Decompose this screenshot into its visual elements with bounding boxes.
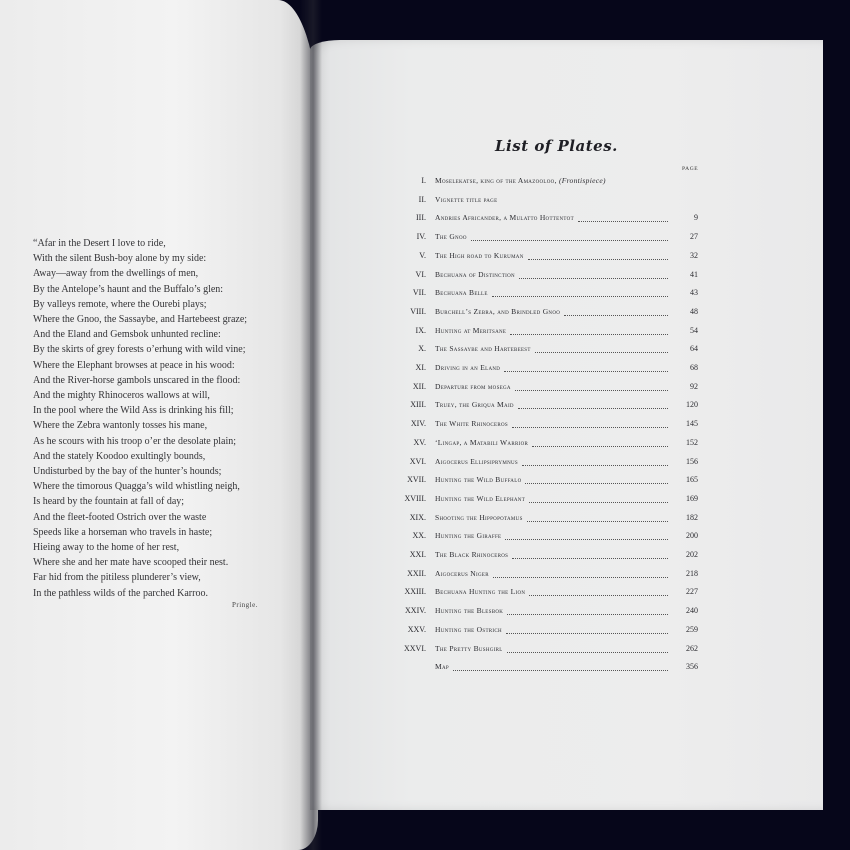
plate-title-text: Map [435, 662, 449, 672]
poem-line: Is heard by the fountain at fall of day; [33, 496, 185, 508]
plate-number: XIV. [410, 419, 426, 429]
plate-page-number: 27 [690, 232, 698, 242]
left-page [0, 0, 318, 850]
plate-title-text: Hunting the Wild Buffalo [435, 475, 522, 485]
plate-row [370, 587, 698, 601]
plate-title [435, 288, 488, 297]
plate-title-text: Hunting the Giraffe [435, 531, 502, 541]
dot-leader [506, 627, 668, 634]
plate-page-number: 64 [690, 344, 698, 354]
plate-title-text: Departure from mosega [435, 381, 511, 391]
plate-title-text: Moselekatse, king of the Amazooloo, [435, 176, 557, 185]
plate-title-text: The Pretty Bushgirl [435, 643, 503, 653]
poem-line: As he scours with his troop o’er the desolate plain; [33, 435, 237, 447]
poem-line: Far hid from the pitiless plunderer’s view, [33, 572, 201, 584]
plate-row [370, 569, 698, 583]
poem-line: Where the Zebra wantonly tosses his mane, [33, 420, 208, 432]
plate-title-text: Hunting at Meritsane [435, 325, 507, 335]
plate-page-number: 182 [686, 512, 698, 522]
plate-page-number: 169 [686, 493, 698, 503]
poem-line: Where she and her mate have scooped their nest. [33, 557, 229, 569]
plate-title [435, 251, 524, 260]
dot-leader [522, 459, 668, 466]
poem-line: By valleys remote, where the Ourebi plays; [33, 298, 207, 310]
dot-leader [529, 589, 668, 596]
plate-number: XVI. [409, 456, 426, 466]
plate-title-text: ‘Lingap, a Matabili Warrior [435, 437, 529, 447]
poem-line: With the silent Bush-boy alone by my side: [33, 253, 207, 265]
plate-number: XXV. [407, 624, 426, 634]
plate-row [370, 232, 698, 246]
poem-line: By the Antelope’s haunt and the Buffalo’s glen: [33, 283, 224, 295]
poem-line: Hieing away to the home of her rest, [33, 542, 180, 554]
poem-line: By the skirts of grey forests o’erhung with wild vine; [33, 344, 246, 356]
plate-page-number: 200 [686, 531, 698, 541]
plate-title-text: Bechuana Hunting the Lion [435, 587, 526, 597]
dot-leader [529, 496, 668, 503]
dot-leader [507, 608, 668, 615]
plate-title [435, 176, 606, 185]
plate-note: (Frontispiece) [558, 176, 606, 185]
plate-title [435, 550, 508, 559]
plate-number: III. [416, 213, 426, 223]
plate-row [370, 662, 698, 676]
plate-page-number: 218 [686, 568, 698, 578]
plate-page-number: 202 [686, 550, 698, 559]
plate-row [370, 363, 698, 377]
dot-leader [504, 365, 668, 372]
plate-title [435, 213, 574, 222]
plate-row [370, 438, 698, 452]
plate-title-text: The Gnoo [435, 232, 467, 242]
plate-row [370, 213, 698, 227]
poem-line: In the pathless wilds of the parched Karroo. [33, 587, 208, 599]
plate-number: XX. [412, 531, 426, 541]
plate-page-number: 120 [686, 400, 698, 410]
plate-row [370, 625, 698, 639]
dot-leader [510, 328, 668, 335]
plate-row [370, 344, 698, 358]
poem-epigraph [33, 236, 313, 601]
plate-number: XXI. [409, 550, 426, 559]
plate-number: VII. [412, 288, 426, 298]
plate-title [435, 344, 531, 353]
plate-title [435, 195, 497, 204]
plate-title [435, 232, 467, 241]
poem-line: Where the timorous Quagga’s wild whistling neigh, [33, 481, 240, 493]
plate-number: VIII. [410, 306, 426, 316]
plate-row [370, 288, 698, 302]
plate-row [370, 550, 698, 564]
plate-page-number: 41 [690, 269, 698, 279]
plate-row [370, 494, 698, 508]
plate-title-text: The Black Rhinoceros [435, 550, 509, 559]
plate-number: VI. [415, 269, 426, 279]
plate-number: XXIII. [404, 587, 426, 597]
plate-page-number: 165 [686, 475, 698, 485]
plate-title-text: Hunting the Ostrich [435, 624, 502, 634]
book-gutter [300, 0, 322, 850]
plate-page-number: 356 [686, 662, 698, 672]
plate-page-number: 32 [690, 250, 698, 260]
poem-line: Away—away from the dwellings of men, [33, 268, 199, 280]
plate-title-text: Driving in an Eland [435, 363, 501, 372]
plate-title [435, 475, 521, 484]
plate-title-text: Vignette title page [435, 194, 498, 204]
page-title: List of Plates. [495, 137, 618, 155]
plate-number: XV. [413, 437, 426, 447]
dot-leader [512, 552, 668, 559]
plate-title [435, 569, 489, 578]
poem-line: And the fleet-footed Ostrich over the waste [33, 511, 207, 523]
plate-number: XXVI. [404, 643, 426, 653]
plate-row [370, 419, 698, 433]
plate-page-number: 156 [686, 456, 698, 466]
plate-title [435, 606, 503, 615]
plate-row [370, 382, 698, 396]
poem-line: Undisturbed by the bay of the hunter’s hounds; [33, 466, 222, 478]
poem-line: And the mighty Rhinoceros wallows at will, [33, 390, 210, 402]
plate-number: V. [419, 250, 426, 260]
plate-title [435, 270, 515, 279]
plate-title [435, 644, 503, 653]
plate-number: XXIV. [405, 606, 426, 616]
plate-title [435, 587, 525, 596]
poem-line: And the stately Koodoo exultingly bounds, [33, 450, 206, 462]
plate-title [435, 494, 525, 503]
dot-leader [528, 253, 668, 260]
plate-page-number: 145 [686, 419, 698, 429]
poem-line: Speeds like a horseman who travels in haste; [33, 526, 213, 538]
dot-leader [505, 533, 668, 540]
plate-title-text: Hunting the Wild Elephant [435, 493, 526, 503]
plate-title [435, 457, 518, 466]
plate-row [370, 644, 698, 658]
dot-leader [518, 402, 668, 409]
plate-page-number: 9 [694, 213, 698, 223]
plate-page-number: 68 [690, 363, 698, 372]
plate-number: I. [421, 176, 426, 185]
plate-page-number: 43 [690, 288, 698, 298]
plate-row [370, 457, 698, 471]
plate-number: II. [418, 194, 426, 204]
plate-title-text: Shooting the Hippopotamus [435, 512, 523, 522]
dot-leader [519, 272, 668, 279]
dot-leader [515, 384, 668, 391]
plate-number: XI. [415, 363, 426, 372]
poem-author: Pringle. [232, 601, 258, 609]
plate-title [435, 307, 560, 316]
plate-row [370, 176, 698, 190]
plate-page-number: 240 [686, 606, 698, 616]
plate-title [435, 419, 508, 428]
page-column-label: PAGE [682, 166, 699, 172]
plate-number: XIX. [409, 512, 426, 522]
plate-title [435, 625, 502, 634]
plate-page-number: 54 [690, 325, 698, 335]
poem-line: Where the Elephant browses at peace in his wood: [33, 359, 235, 371]
plate-title [435, 531, 501, 540]
dot-leader [471, 234, 668, 241]
plate-number: XXII. [407, 568, 426, 578]
plate-number: IV. [416, 232, 426, 242]
plate-title-text: Aigocerus Niger [435, 568, 489, 578]
plate-number: IX. [415, 325, 426, 335]
plate-page-number: 227 [686, 587, 698, 597]
plate-page-number: 262 [686, 643, 698, 653]
plate-row [370, 270, 698, 284]
dot-leader [535, 346, 668, 353]
plate-row [370, 513, 698, 527]
plate-title-text: The High road to Kuruman [435, 250, 524, 260]
plate-row [370, 606, 698, 620]
dot-leader [512, 421, 668, 428]
plate-number: XII. [412, 381, 426, 391]
plate-title-text: Burchell’s Zebra, and Brindled Gnoo [435, 306, 561, 316]
plate-title [435, 662, 449, 671]
plate-title [435, 326, 506, 335]
dot-leader [493, 571, 668, 578]
plate-row [370, 326, 698, 340]
poem-line: Where the Gnoo, the Sassaybe, and Hartebeest graze; [33, 314, 248, 326]
plate-row [370, 251, 698, 265]
plate-title-text: Hunting the Blesbok [435, 606, 504, 616]
plate-title-text: The Sassaybe and Hartebeest [435, 344, 531, 354]
plate-title-text: The White Rhinoceros [435, 419, 508, 429]
poem-line: And the River-horse gambols unscared in the flood: [33, 374, 241, 386]
plate-row [370, 475, 698, 489]
dot-leader [525, 477, 668, 484]
plate-row [370, 307, 698, 321]
dot-leader [527, 515, 668, 522]
plate-row [370, 400, 698, 414]
plate-title [435, 382, 511, 391]
plate-title [435, 438, 528, 447]
dot-leader [578, 215, 668, 222]
plate-row [370, 531, 698, 545]
plate-title [435, 363, 500, 372]
plate-title-text: Bechuana of Distinction [435, 269, 515, 279]
plate-row [370, 195, 698, 209]
plate-title [435, 400, 514, 409]
dot-leader [453, 664, 668, 671]
dot-leader [532, 440, 668, 447]
plate-title-text: Andries Africander, a Mulatto Hottentot [435, 213, 574, 223]
poem-line: In the pool where the Wild Ass is drinking his fill; [33, 405, 234, 417]
dot-leader [507, 646, 668, 653]
plate-page-number: 259 [686, 624, 698, 634]
plate-number: XVIII. [404, 493, 426, 503]
plate-title [435, 513, 523, 522]
plate-title-text: Aigocerus Ellipsiprymnus [435, 456, 518, 466]
dot-leader [492, 290, 668, 297]
plate-number: XVII. [407, 475, 426, 485]
plate-page-number: 92 [690, 381, 698, 391]
plate-title-text: Truey, the Griqua Maid [435, 400, 514, 410]
poem-line: And the Eland and Gemsbok unhunted recline: [33, 329, 221, 341]
plate-number: XIII. [410, 400, 426, 410]
plate-page-number: 152 [686, 437, 698, 447]
plate-number: X. [418, 344, 426, 354]
plate-page-number: 48 [690, 306, 698, 316]
plate-title-text: Bechuana Belle [435, 288, 488, 298]
poem-line: “Afar in the Desert I love to ride, [33, 238, 166, 249]
dot-leader [564, 309, 668, 316]
